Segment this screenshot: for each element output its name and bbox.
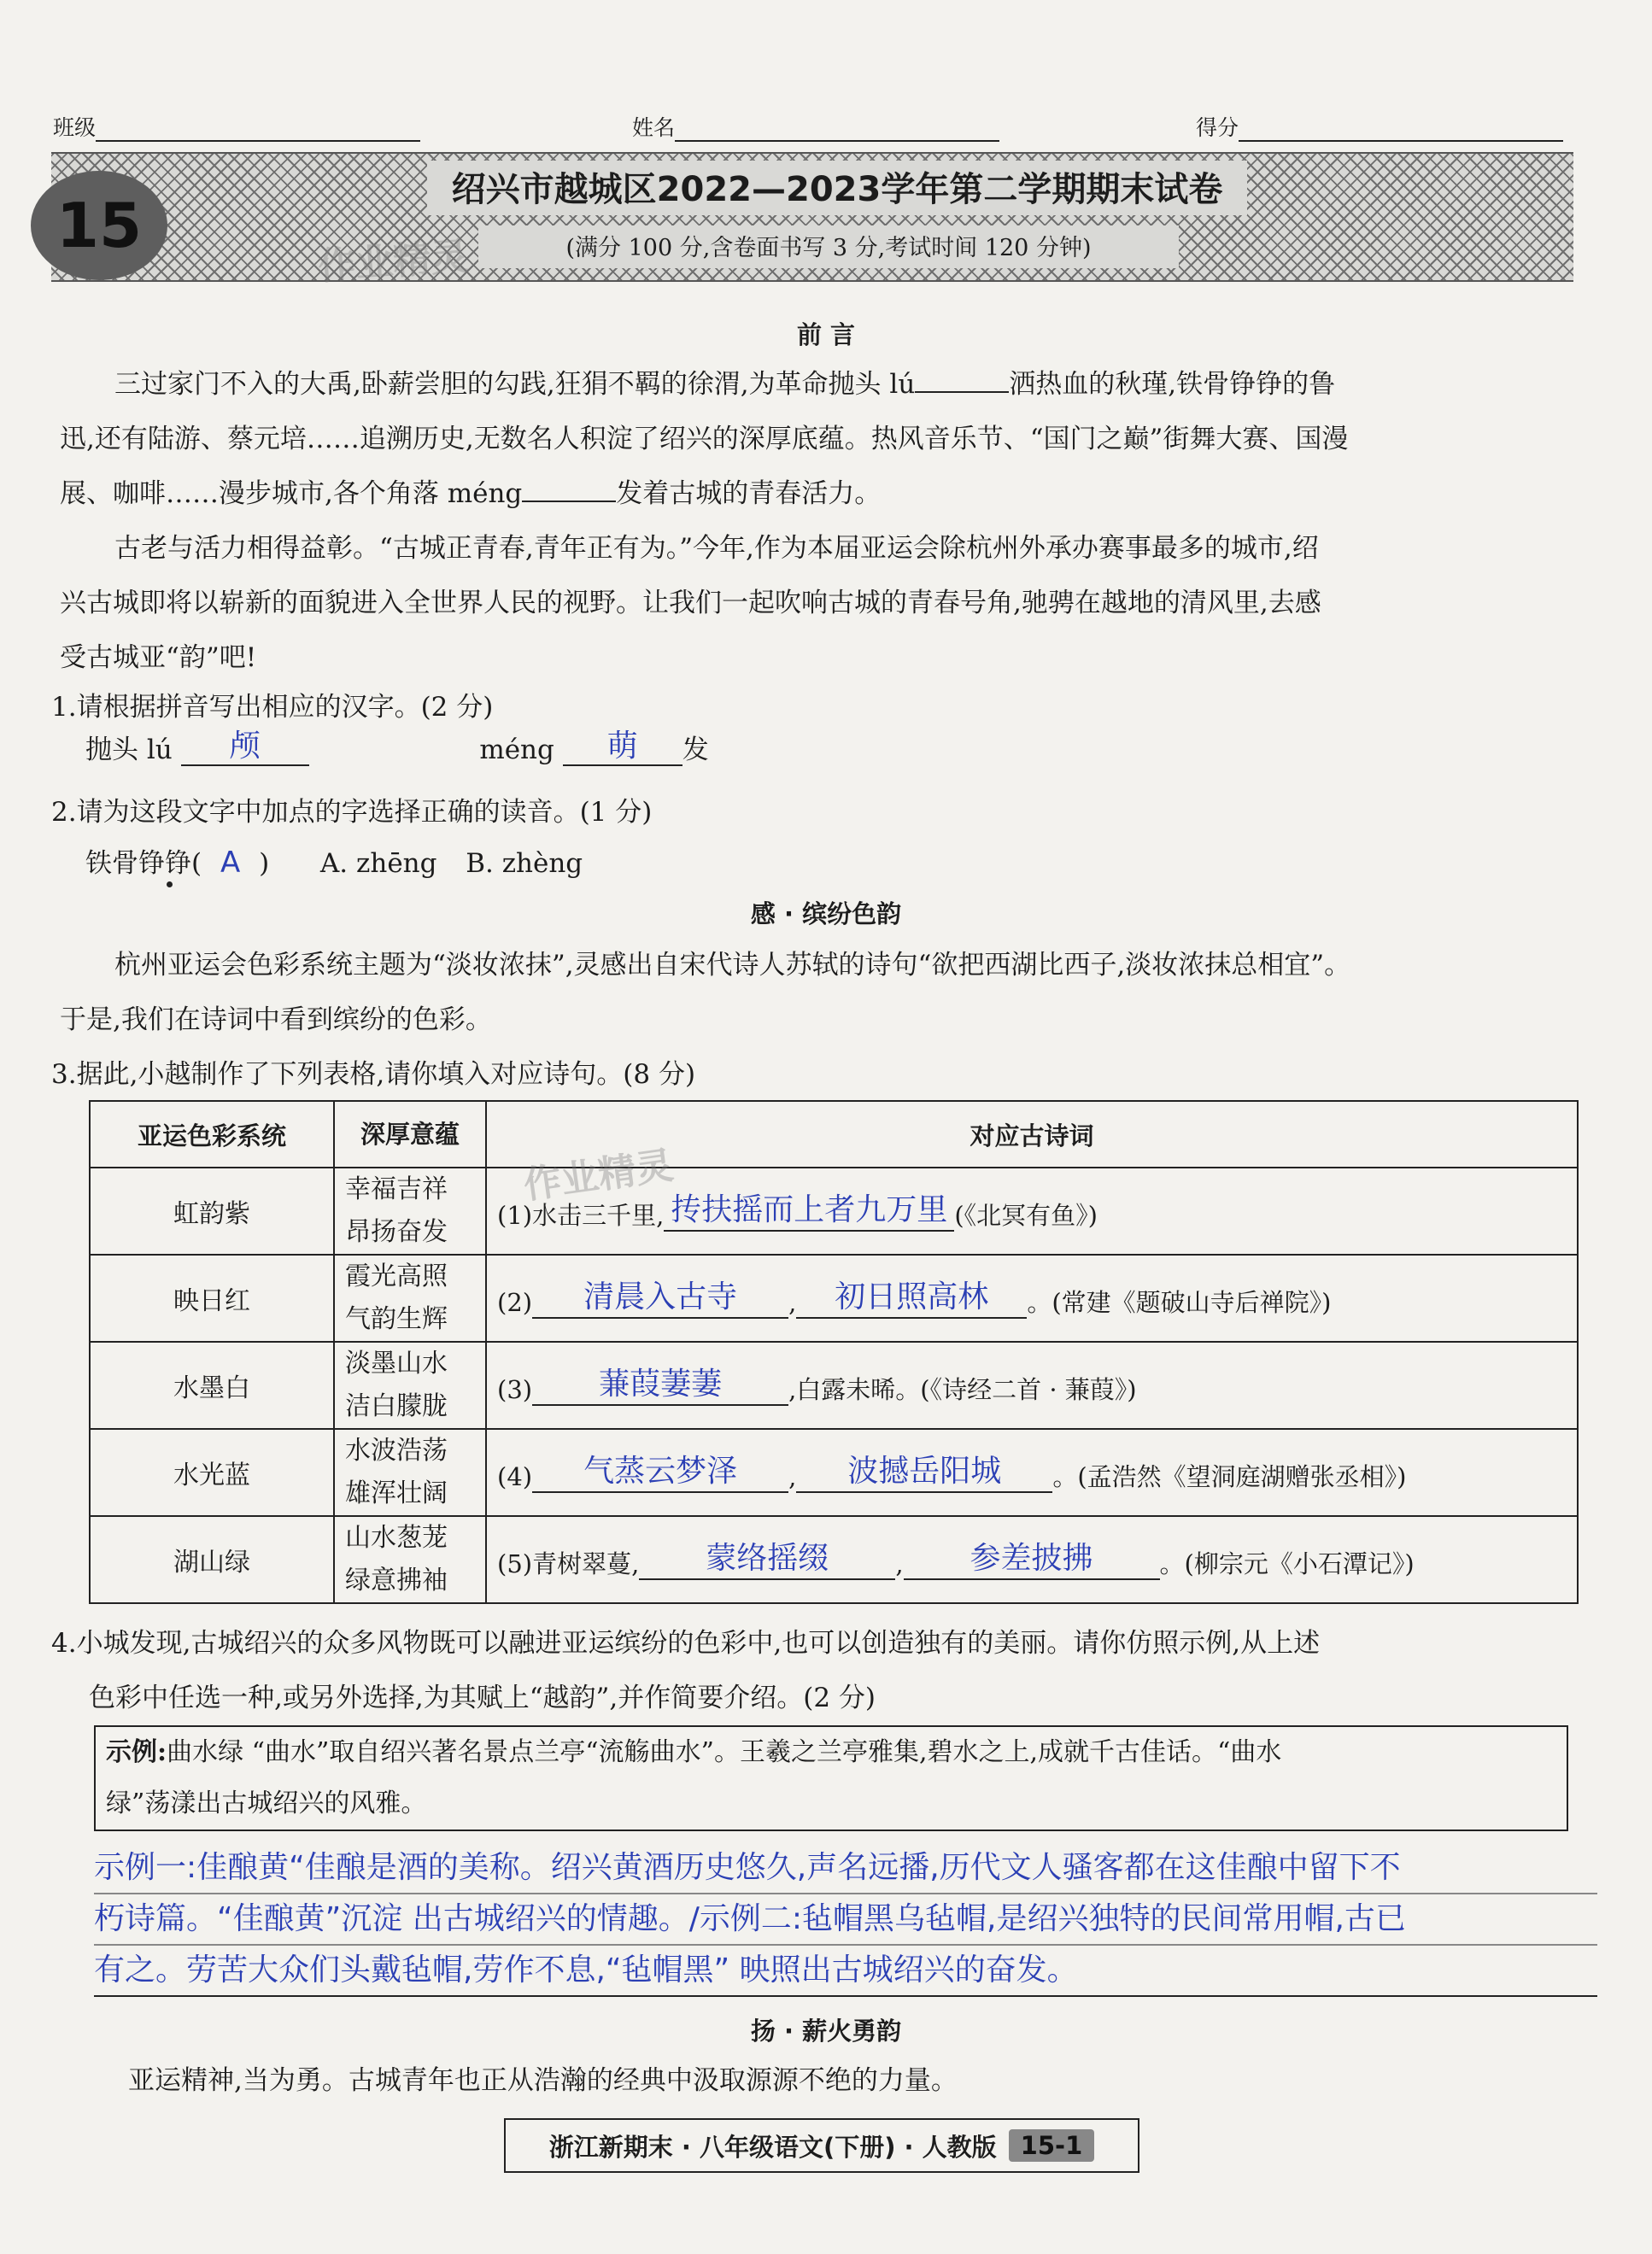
section-2-text: 杭州亚运会色彩系统主题为“淡妆浓抹”,灵感出自宋代诗人苏轼的诗句“欲把西湖比西子,淡妆浓抹总相宜”。 — [114, 950, 1351, 981]
poem-text: , — [895, 1549, 904, 1578]
poem-answer: 清晨入古寺 — [583, 1279, 738, 1314]
preface-text: 三过家门不入的大禹,卧薪尝胆的勾践,狂狷不羁的徐渭,为革命抛头 lú — [114, 369, 916, 400]
q4-prompt-line: 色彩中任选一种,或另外选择,为其赋上“越韵”,并作简要介绍。(2 分) — [89, 1683, 876, 1713]
meaning-cell — [334, 1255, 486, 1342]
q1-answer-b-field[interactable] — [563, 729, 682, 766]
example-text: 绿”荡漾出古城绍兴的风雅。 — [106, 1789, 427, 1818]
meaning-cell — [334, 1342, 486, 1429]
q2-word: 铁骨铮铮( — [85, 848, 202, 879]
section-2-heading: 感 · 缤纷色韵 — [750, 899, 902, 928]
meaning-line: 洁白朦胧 — [345, 1391, 448, 1421]
meaning-line: 水波浩荡 — [345, 1436, 448, 1466]
preface-paragraph-2 — [60, 521, 1580, 685]
table-row — [90, 1516, 1578, 1603]
poem-text: (5)青树翠蔓, — [497, 1549, 640, 1578]
poem-answer-field[interactable] — [639, 1540, 895, 1580]
poem-text: (1)水击三千里, — [497, 1200, 665, 1230]
poem-answer-field[interactable] — [664, 1191, 954, 1232]
poem-answer: 波撼岳阳城 — [847, 1453, 1002, 1489]
question-4-prompt — [51, 1616, 1580, 1725]
poem-text: 。(常建《题破山寺后禅院》) — [1027, 1287, 1332, 1317]
footer-text: 浙江新期末 · 八年级语文(下册) · 人教版 — [548, 2132, 997, 2162]
poem-text: 。(孟浩然《望洞庭湖赠张丞相》) — [1052, 1461, 1407, 1491]
answer-line: 示例一:佳酿黄“佳酿是酒的美称。绍兴黄酒历史悠久,声名远播,历代文人骚客都在这佳酿中留下不 — [94, 1843, 1597, 1894]
q1-label-a: 抛头 lú — [85, 735, 173, 765]
footer-label — [504, 2118, 1139, 2173]
page-title: 绍兴市越城区2022—2023学年第二学期期末试卷 — [451, 170, 1223, 209]
poem-text: (2) — [497, 1287, 533, 1317]
page-number: 15-1 — [1009, 2129, 1095, 2162]
poem-text: (3) — [497, 1374, 533, 1404]
table-header-cell: 深厚意蕴 — [334, 1101, 486, 1168]
poem-answer-field[interactable] — [532, 1366, 788, 1406]
poem-answer: 蒙络摇缀 — [706, 1540, 829, 1576]
table-header-cell: 亚运色彩系统 — [90, 1101, 334, 1168]
section-2-paragraph — [60, 938, 1580, 1047]
poem-cell — [486, 1429, 1578, 1516]
page-subtitle: (满分 100 分,含卷面书写 3 分,考试时间 120 分钟) — [565, 235, 1092, 261]
question-3-prompt: 3.据此,小越制作了下列表格,请你填入对应诗句。(8 分) — [51, 1059, 696, 1090]
q2-answer[interactable]: A — [220, 846, 241, 880]
preface-text: 洒热血的秋瑾,铁骨铮铮的鲁 — [1009, 369, 1336, 400]
poem-answer-field[interactable] — [796, 1453, 1052, 1493]
poem-text: ,白露未晞。(《诗经二首 · 蒹葭》) — [788, 1374, 1137, 1404]
meaning-cell — [334, 1168, 486, 1255]
meaning-line: 气韵生辉 — [345, 1304, 448, 1334]
preface-text: 展、咖啡……漫步城市,各个角落 méng — [60, 478, 523, 509]
preface-paragraph-1 — [60, 357, 1580, 521]
table-row — [90, 1255, 1578, 1342]
q1-suffix-b: 发 — [682, 735, 709, 765]
section-2-text: 于是,我们在诗词中看到缤纷的色彩。 — [60, 1004, 492, 1035]
poem-cell — [486, 1342, 1578, 1429]
example-box — [94, 1725, 1568, 1831]
poem-text: (4) — [497, 1461, 533, 1491]
score-field — [1196, 111, 1563, 142]
poem-text: (《北冥有鱼》) — [954, 1200, 1098, 1230]
poem-cell — [486, 1255, 1578, 1342]
section-3-paragraph — [77, 2053, 1580, 2108]
poem-answer-field[interactable] — [532, 1279, 788, 1319]
question-1-prompt: 1.请根据拼音写出相应的汉字。(2 分) — [51, 692, 494, 723]
poem-answer: 参差披拂 — [970, 1540, 1093, 1576]
preface-text: 发着古城的青春活力。 — [616, 478, 882, 509]
q4-prompt-line: 4.小城发现,古城绍兴的众多风物既可以融进亚运缤纷的色彩中,也可以创造独有的美丽。请你仿照示例,从上述 — [51, 1628, 1321, 1659]
watermark-logo: 作业精灵 — [316, 234, 470, 290]
poem-answer-field[interactable] — [532, 1453, 788, 1493]
answer-line: 朽诗篇。“佳酿黄”沉淀 出古城绍兴的情趣。/示例二:毡帽黑乌毡帽,是绍兴独特的民间常用帽,古已 — [94, 1894, 1597, 1946]
color-cell: 水光蓝 — [90, 1429, 334, 1516]
meaning-line: 雄浑壮阔 — [345, 1478, 448, 1508]
q1-answer-a: 颅 — [229, 729, 261, 764]
meaning-cell — [334, 1429, 486, 1516]
preface-text: 迅,还有陆游、蔡元培……追溯历史,无数名人积淀了绍兴的深厚底蕴。热风音乐节、“国门之巅”街舞大赛、国漫 — [60, 424, 1349, 454]
q2-option-a: A. zhēng — [319, 848, 437, 879]
example-label: 示例: — [106, 1737, 167, 1767]
poem-answer-field[interactable] — [904, 1540, 1160, 1580]
poem-text: , — [788, 1287, 797, 1317]
class-line — [96, 116, 420, 142]
table-row — [90, 1342, 1578, 1429]
q1-label-b: méng — [479, 735, 554, 765]
emphasis-dot — [167, 881, 173, 887]
score-line — [1239, 116, 1563, 142]
paper-number-badge: 15 — [31, 171, 167, 280]
preface-text: 受古城亚“韵”吧! — [60, 642, 257, 673]
class-field — [53, 111, 420, 142]
score-label: 得分 — [1196, 115, 1239, 140]
preface-text: 古老与活力相得益彰。“古城正青春,青年正有为。”今年,作为本届亚运会除杭州外承办赛事最多的城市,绍 — [114, 533, 1319, 564]
meaning-line: 山水葱茏 — [345, 1523, 448, 1553]
preface-text: 兴古城即将以崭新的面貌进入全世界人民的视野。让我们一起吹响古城的青春号角,驰骋在越地的清风里,去感 — [60, 588, 1321, 618]
color-cell: 水墨白 — [90, 1342, 334, 1429]
table-row — [90, 1429, 1578, 1516]
poem-answer: 气蒸云梦泽 — [583, 1453, 738, 1489]
poem-table — [89, 1100, 1579, 1604]
q1-answer-b: 萌 — [606, 729, 638, 764]
section-3-heading: 扬 · 薪火勇韵 — [750, 2017, 902, 2046]
q1-answer-a-field[interactable] — [181, 729, 309, 766]
meaning-line: 绿意拂袖 — [345, 1566, 448, 1595]
q2-close: ) — [259, 848, 270, 879]
answer-line: 有之。劳苦大众们头戴毡帽,劳作不息,“毡帽黑” 映照出古城绍兴的奋发。 — [94, 1946, 1597, 1997]
color-cell: 湖山绿 — [90, 1516, 334, 1603]
name-field — [632, 111, 999, 142]
poem-answer: 蒹葭萋萋 — [599, 1366, 723, 1402]
blank-lu — [915, 366, 1009, 393]
meaning-line: 淡墨山水 — [345, 1349, 448, 1379]
poem-text: 。(柳宗元《小石潭记》) — [1159, 1549, 1415, 1578]
table-header-row — [90, 1101, 1578, 1168]
blank-meng — [522, 475, 616, 502]
section-3-text: 亚运精神,当为勇。古城青年也正从浩瀚的经典中汲取源源不绝的力量。 — [128, 2065, 958, 2096]
name-line — [675, 116, 999, 142]
poem-answer-field[interactable] — [796, 1279, 1027, 1319]
poem-answer: 初日照高林 — [835, 1279, 989, 1314]
color-cell: 虹韵紫 — [90, 1168, 334, 1255]
poem-cell — [486, 1516, 1578, 1603]
table-header-cell: 对应古诗词 — [486, 1101, 1578, 1168]
example-text: 曲水绿 “曲水”取自绍兴著名景点兰亭“流觞曲水”。王羲之兰亭雅集,碧水之上,成就千古佳话。“曲水 — [167, 1737, 1282, 1767]
class-label: 班级 — [53, 115, 97, 140]
poem-answer: 抟扶摇而上者九万里 — [671, 1191, 948, 1227]
question-1-answers — [85, 728, 709, 766]
watermark-logo: 作业精灵 — [520, 1143, 677, 1208]
meaning-line: 霞光高照 — [345, 1262, 448, 1291]
q2-option-b: B. zhèng — [466, 848, 583, 879]
name-label: 姓名 — [632, 115, 676, 140]
meaning-line: 昂扬奋发 — [345, 1217, 448, 1247]
question-2-prompt: 2.请为这段文字中加点的字选择正确的读音。(1 分) — [51, 797, 653, 828]
meaning-cell — [334, 1516, 486, 1603]
meaning-line: 幸福吉祥 — [345, 1174, 448, 1204]
poem-text: , — [788, 1461, 797, 1491]
q4-handwritten-answer[interactable] — [94, 1843, 1597, 1997]
question-2-answer — [85, 841, 583, 880]
preface-heading: 前 言 — [796, 320, 856, 349]
color-cell: 映日红 — [90, 1255, 334, 1342]
table-row — [90, 1168, 1578, 1255]
